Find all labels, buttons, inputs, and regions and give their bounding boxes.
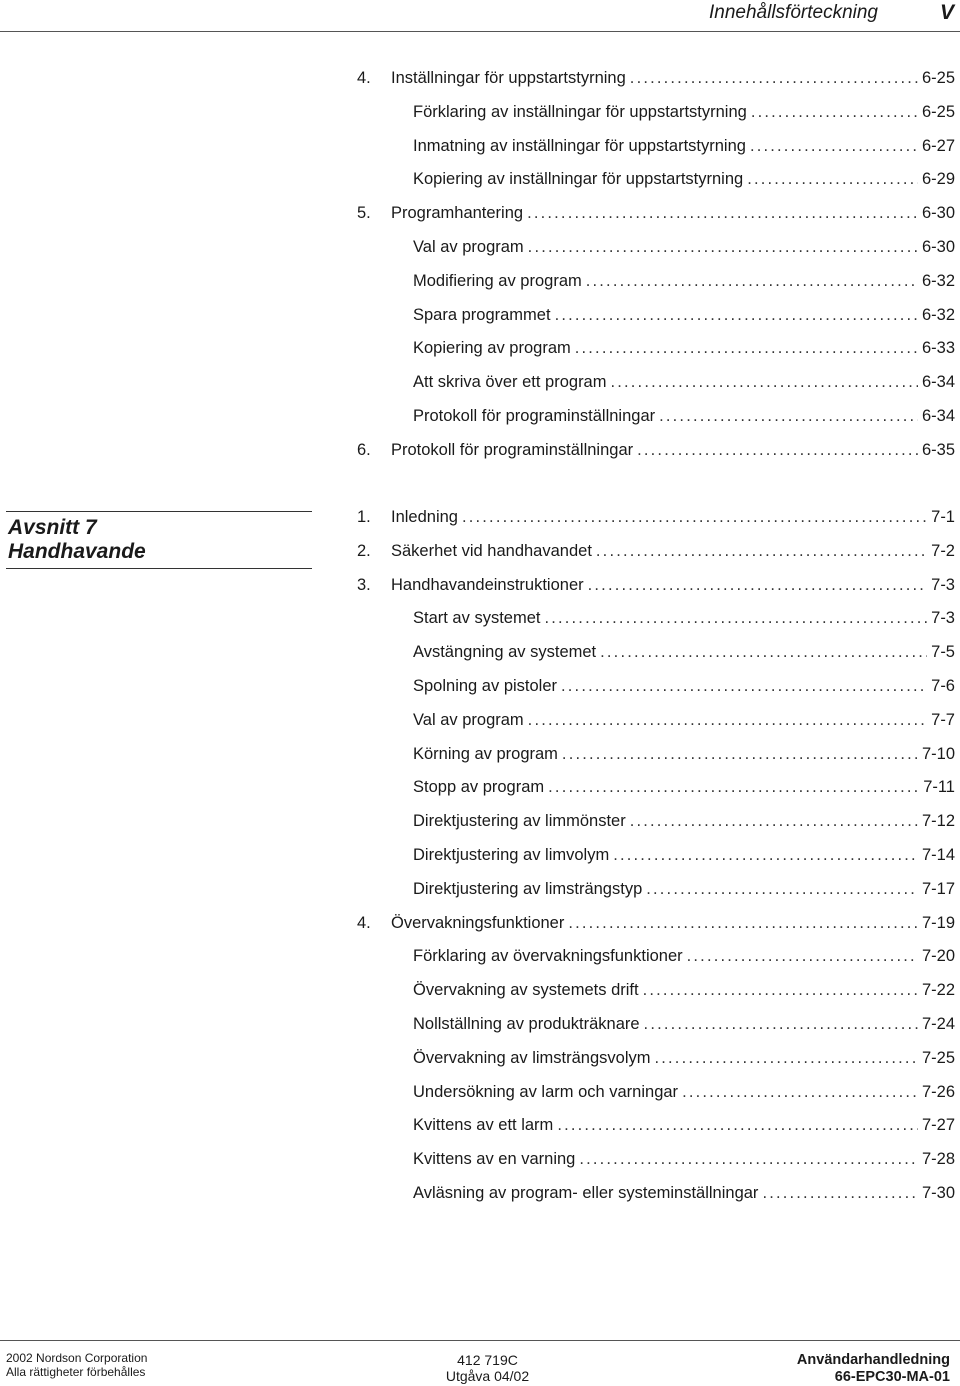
toc-entry-line <box>413 167 955 191</box>
toc-entry-line <box>413 674 955 698</box>
toc-entry-label: Nollställning av produkträknare <box>413 1015 640 1033</box>
toc-entry-line <box>413 809 955 833</box>
dot-leader <box>687 944 918 968</box>
toc-entry-page: 7-3 <box>931 609 955 627</box>
toc-entry-page: 7-20 <box>921 947 955 965</box>
dot-leader <box>643 978 918 1002</box>
toc-entry-label: Spolning av pistoler <box>413 677 558 695</box>
toc-entry-line <box>391 438 955 462</box>
section-rule-bottom <box>6 568 312 569</box>
toc-entry-page: 7-30 <box>921 1184 955 1202</box>
toc-entry-line <box>413 1147 955 1171</box>
toc-entry-page: 6-27 <box>921 137 955 155</box>
toc-entry-page: 7-1 <box>931 508 955 526</box>
toc-entry-page: 7-25 <box>921 1049 955 1067</box>
dot-leader <box>637 438 918 462</box>
dot-leader <box>747 167 918 191</box>
toc-entry-page: 7-22 <box>921 981 955 999</box>
dot-leader <box>568 911 918 935</box>
toc-entry[interactable] <box>0 573 960 597</box>
toc-entry-label: Säkerhet vid handhavandet <box>391 542 592 560</box>
toc-entry-label: Start av systemet <box>413 609 541 627</box>
toc-entry-page: 6-34 <box>921 373 955 391</box>
toc-entry[interactable] <box>0 809 960 833</box>
toc-entry[interactable] <box>0 843 960 867</box>
dot-leader <box>596 539 927 563</box>
toc-entry-page: 7-19 <box>921 914 955 932</box>
dot-leader <box>751 100 918 124</box>
dot-leader <box>548 775 919 799</box>
toc-entry-page: 6-35 <box>921 441 955 459</box>
copyright-text: 2002 Nordson Corporation <box>6 1351 148 1365</box>
toc-entry-line <box>391 573 955 597</box>
toc-entry[interactable] <box>0 336 960 360</box>
toc-entry-label: Protokoll för programinställningar <box>391 441 634 459</box>
toc-entry-number: 4. <box>357 914 371 932</box>
dot-leader <box>462 505 927 529</box>
toc-entry-label: Val av program <box>413 711 524 729</box>
toc-entry-page: 7-27 <box>921 1116 955 1134</box>
toc-entry-line <box>391 201 955 225</box>
toc-entry-page: 7-12 <box>921 812 955 830</box>
toc-entry-page: 7-6 <box>931 677 955 695</box>
toc-entry-line <box>413 1012 955 1036</box>
toc-entry-number: 6. <box>357 441 371 459</box>
toc-entry[interactable] <box>0 640 960 664</box>
page-header <box>0 0 960 26</box>
dot-leader <box>579 1147 918 1171</box>
toc-entry-number: 5. <box>357 204 371 222</box>
toc-entry-label: Kvittens av en varning <box>413 1150 576 1168</box>
toc-entry-label: Förklaring av inställningar för uppstartstyrning <box>413 103 747 121</box>
header-title: Innehållsförteckning <box>709 2 878 23</box>
toc-entry-label: Direktjustering av limmönster <box>413 812 626 830</box>
toc-entry[interactable] <box>0 1080 960 1104</box>
toc-entry-page: 6-29 <box>921 170 955 188</box>
dot-leader <box>682 1080 918 1104</box>
toc-entry-label: Avstängning av systemet <box>413 643 597 661</box>
toc-entry[interactable] <box>0 606 960 630</box>
toc-entry-line <box>413 843 955 867</box>
dot-leader <box>575 336 918 360</box>
dot-leader <box>562 742 918 766</box>
toc-entry[interactable] <box>0 269 960 293</box>
toc-entry-number: 3. <box>357 576 371 594</box>
toc-entry[interactable] <box>0 911 960 935</box>
dot-leader <box>588 573 928 597</box>
dot-leader <box>630 809 918 833</box>
dot-leader <box>528 708 927 732</box>
toc-entry-label: Protokoll för programinställningar <box>413 407 656 425</box>
toc-entry-line <box>413 1046 955 1070</box>
toc-entry-page: 6-30 <box>921 204 955 222</box>
toc-entry-page: 7-24 <box>921 1015 955 1033</box>
toc-entry[interactable] <box>0 877 960 901</box>
toc-entry-label: Övervakning av systemets drift <box>413 981 639 999</box>
toc-entry-page: 6-25 <box>921 103 955 121</box>
toc-entry-label: Kopiering av program <box>413 339 571 357</box>
toc-entry-line <box>413 100 955 124</box>
toc-entry-number: 1. <box>357 508 371 526</box>
toc-entry-label: Handhavandeinstruktioner <box>391 576 584 594</box>
toc-entry-line <box>391 911 955 935</box>
dot-leader <box>610 370 917 394</box>
section-number: Avsnitt 7 <box>8 516 97 539</box>
toc-entry-page: 7-11 <box>923 778 955 796</box>
toc-entry-line <box>413 1080 955 1104</box>
toc-entry[interactable] <box>0 505 960 529</box>
toc-entry[interactable] <box>0 370 960 394</box>
toc-entry-label: Inledning <box>391 508 458 526</box>
toc-entry-number: 2. <box>357 542 371 560</box>
toc-entry-line <box>413 944 955 968</box>
dot-leader <box>655 1046 918 1070</box>
dot-leader <box>586 269 918 293</box>
toc-entry-label: Direktjustering av limvolym <box>413 846 610 864</box>
toc-entry-label: Stopp av program <box>413 778 545 796</box>
dot-leader <box>646 877 918 901</box>
footer-manual-info <box>797 1352 950 1386</box>
toc-entry-label: Kvittens av ett larm <box>413 1116 554 1134</box>
toc-entry-label: Övervakning av limsträngsvolym <box>413 1049 651 1067</box>
footer-divider <box>0 1340 960 1341</box>
toc-entry-line <box>391 66 955 90</box>
toc-entry-page: 7-7 <box>931 711 955 729</box>
toc-entry[interactable] <box>0 978 960 1002</box>
toc-entry-line <box>413 708 955 732</box>
toc-entry[interactable] <box>0 742 960 766</box>
toc-entry[interactable] <box>0 1181 960 1205</box>
toc-entry[interactable] <box>0 201 960 225</box>
toc-entry[interactable] <box>0 674 960 698</box>
edition: Utgåva 04/02 <box>445 1368 530 1384</box>
toc-entry[interactable] <box>0 944 960 968</box>
toc-entry[interactable] <box>0 404 960 428</box>
manual-code: 66-EPC30-MA-01 <box>834 1369 950 1385</box>
toc-entry-line <box>413 134 955 158</box>
dot-leader <box>644 1012 918 1036</box>
toc-entry-label: Inmatning av inställningar för uppstartstyrning <box>413 137 746 155</box>
toc-entry-label: Direktjustering av limsträngstyp <box>413 880 643 898</box>
toc-entry-page: 6-30 <box>921 238 955 256</box>
toc-entry[interactable] <box>0 167 960 191</box>
toc-entry-label: Inställningar för uppstartstyrning <box>391 69 626 87</box>
toc-entry-line <box>413 303 955 327</box>
header-divider <box>0 31 960 32</box>
dot-leader <box>630 66 918 90</box>
toc-entry-line <box>391 539 955 563</box>
toc-entry-number: 4. <box>357 69 371 87</box>
dot-leader <box>659 404 918 428</box>
part-number: 412 719C <box>457 1352 518 1368</box>
dot-leader <box>600 640 927 664</box>
toc-entry-page: 6-34 <box>921 407 955 425</box>
toc-entry-label: Att skriva över ett program <box>413 373 607 391</box>
toc-entry-label: Avläsning av program- eller systeminställningar <box>413 1184 759 1202</box>
toc-entry-page: 7-26 <box>921 1083 955 1101</box>
header-page-number: V <box>939 1 954 24</box>
toc-entry[interactable] <box>0 66 960 90</box>
toc-entry-line <box>413 370 955 394</box>
toc-entry-page: 7-3 <box>931 576 955 594</box>
toc-entry-line <box>413 775 955 799</box>
toc-entry-page: 7-28 <box>921 1150 955 1168</box>
toc-entry-label: Programhantering <box>391 204 524 222</box>
toc-entry-line <box>413 336 955 360</box>
dot-leader <box>544 606 927 630</box>
toc-entry-line <box>413 877 955 901</box>
toc-entry-label: Spara programmet <box>413 306 551 324</box>
toc-entry[interactable] <box>0 1046 960 1070</box>
toc-entry-line <box>413 978 955 1002</box>
toc-entry-label: Undersökning av larm och varningar <box>413 1083 679 1101</box>
toc-entry-line <box>413 404 955 428</box>
toc-entry-page: 7-10 <box>921 745 955 763</box>
dot-leader <box>555 303 918 327</box>
toc-entry[interactable] <box>0 134 960 158</box>
toc-entry-label: Körning av program <box>413 745 558 763</box>
dot-leader <box>613 843 918 867</box>
toc-entry-line <box>413 235 955 259</box>
dot-leader <box>557 1113 918 1137</box>
toc-entry[interactable] <box>0 539 960 563</box>
toc-entry-page: 7-17 <box>921 880 955 898</box>
toc-entry[interactable] <box>0 1147 960 1171</box>
toc-entry-label: Förklaring av övervakningsfunktioner <box>413 947 683 965</box>
toc-entry-line <box>413 640 955 664</box>
toc-entry[interactable] <box>0 708 960 732</box>
toc-entry-line <box>391 505 955 529</box>
manual-title: Användarhandledning <box>796 1352 950 1368</box>
toc-entry[interactable] <box>0 438 960 462</box>
section-title: Handhavande <box>8 540 146 563</box>
toc-entry[interactable] <box>0 235 960 259</box>
toc-entry-line <box>413 742 955 766</box>
toc-entry[interactable] <box>0 1012 960 1036</box>
dot-leader <box>528 235 918 259</box>
dot-leader <box>561 674 927 698</box>
toc-entry-page: 7-2 <box>931 542 955 560</box>
toc-entry-page: 6-25 <box>921 69 955 87</box>
toc-entry-label: Övervakningsfunktioner <box>391 914 565 932</box>
toc-entry-line <box>413 269 955 293</box>
toc-entry-label: Modifiering av program <box>413 272 582 290</box>
toc-entry[interactable] <box>0 775 960 799</box>
dot-leader <box>750 134 918 158</box>
rights-text: Alla rättigheter förbehålles <box>6 1365 146 1379</box>
toc-entry-label: Kopiering av inställningar för uppstartstyrning <box>413 170 744 188</box>
dot-leader <box>762 1181 918 1205</box>
toc-entry-page: 6-32 <box>921 272 955 290</box>
toc-entry[interactable] <box>0 100 960 124</box>
toc-entry-page: 7-14 <box>921 846 955 864</box>
toc-entry-page: 7-5 <box>931 643 955 661</box>
toc-entry-page: 6-33 <box>921 339 955 357</box>
toc-entry-page: 6-32 <box>921 306 955 324</box>
toc-entry-line <box>413 1181 955 1205</box>
toc-entry-line <box>413 606 955 630</box>
toc-entry[interactable] <box>0 303 960 327</box>
toc-entry[interactable] <box>0 1113 960 1137</box>
toc-entry-label: Val av program <box>413 238 524 256</box>
toc-entry-line <box>413 1113 955 1137</box>
dot-leader <box>527 201 918 225</box>
